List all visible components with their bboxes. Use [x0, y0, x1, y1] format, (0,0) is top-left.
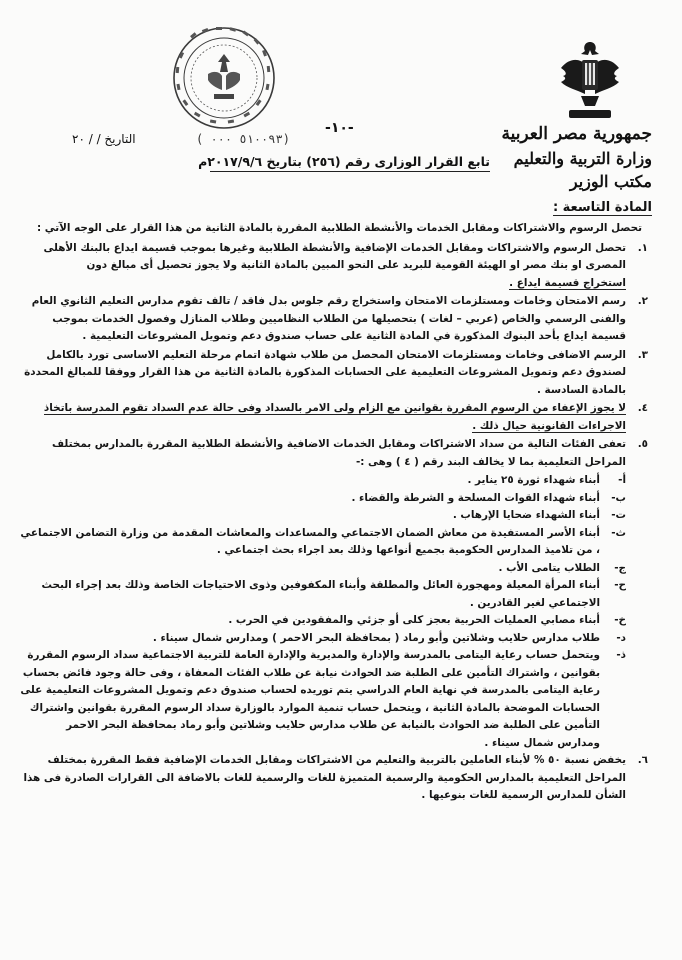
sub-item [20, 472, 626, 490]
item-number: ٣. [637, 348, 648, 361]
sub-item-text: أبناء مصابي العمليات الحربية بعجز كلى أو جزئي والمفقودين في الحرب . [228, 614, 600, 626]
item-text: تحصل الرسوم والاشتراكات ومقابل الخدمات الإضافية والأنشطة الطلابية وغيرها بموجب قسيمة ايداع بالبنك الأهلى المصرى او بنك مصر او الهيئة القومية للبريد على النحو المبين بالمادة الثانية ولا يجوز تحصيل أى مبالغ دون استخراج قسيمة ايداع . [43, 241, 626, 289]
sub-item [20, 490, 626, 508]
sub-item-mark: أ- [618, 474, 626, 486]
sub-item-mark: ث- [611, 526, 626, 539]
sub-item [20, 507, 626, 525]
sub-item-text: الطلاب يتامى الأب . [498, 561, 600, 574]
ministry-name: وزارة التربية والتعليم [513, 149, 652, 168]
item-text-underlined: الاجراءات القانونية حيال ذلك . [472, 419, 626, 432]
item-number: ١. [637, 241, 648, 254]
sub-item-text: طلاب مدارس حلايب وشلاتين وأبو رماد ( بمحافظة البحر الاحمر ) ومدارس شمال سيناء . [152, 631, 600, 644]
item-text: تعفى الفئات التالية من سداد الاشتراكات ومقابل الخدمات الاضافية والأنشطة الطلابية المقررة بالمدارس بمختلف المراحل التعليمية بما لا يخالف البند رقم ( ٤ ) وهى :- [51, 438, 626, 468]
sub-item-mark: ت- [611, 509, 626, 521]
office-name: مكتب الوزير [569, 172, 652, 191]
item-number: ٦. [637, 754, 648, 766]
sub-item-text: أبناء شهداء ثورة ٢٥ يناير . [467, 474, 600, 486]
sub-item-text: أبناء شهداء القوات المسلحة و الشرطة والقضاء . [351, 491, 600, 504]
article-intro: تحصل الرسوم والاشتراكات ومقابل الخدمات والأنشطة الطلابية المقررة بالمادة الثانية من هذا القرار على الوجه الآتي : [36, 222, 642, 234]
sub-item-mark: ذ- [616, 649, 626, 661]
ministry-seal [170, 24, 278, 132]
sub-item [20, 647, 626, 752]
sub-item-mark: ح- [614, 579, 626, 591]
article-heading: المادة التاسعة : [552, 200, 652, 215]
sub-item [20, 525, 626, 560]
sub-item-mark: خ- [614, 614, 626, 626]
sub-item [20, 630, 626, 648]
page-number: -١٠- [325, 120, 354, 136]
date-field: التاريخ / / ٢٠ [72, 132, 136, 146]
sub-item-text: أبناء الأسر المستفيدة من معاش الضمان الاجتماعي والمساعدات والمعاشات المقدمة من وزارة التضامن الاجتماعي ، من تلاميذ المدارس الحكومية بجميع أنواعها وذلك بعد اجراء بحث اجتماعي . [20, 526, 600, 556]
list-item [20, 752, 648, 805]
item-text: الرسم الاضافى وخامات ومستلزمات الامتحان المحصل من طلاب شهادة اتمام مرحلة التعليم الاساسى تورد بالكامل لصندوق دعم وتمويل المشروعات التعليمية على الحسابات المذكورة بالمادة الثانية من هذا القرار ووفقا للمبالغ المحددة بالمادة السادسة . [24, 348, 626, 396]
list-item [20, 436, 648, 471]
sub-item-mark: ج- [614, 561, 626, 574]
item-text-underlined: استخراج قسيمة ايداع . [509, 276, 626, 289]
list-item [20, 240, 648, 293]
sub-item [20, 577, 626, 612]
sub-item [20, 612, 626, 630]
item-text: لا يجوز الإعفاء من الرسوم المقررة بقوانين مع الزام ولى الامر بالسداد وفى حالة عدم السداد تقوم المدرسة باتخاذ الاجراءات القانونية حيال ذلك . [43, 402, 626, 432]
list-item [20, 293, 648, 346]
item-text: يخفض نسبة ٥٠ % لأبناء العاملين بالتربية والتعليم من الاشتراكات ومقابل الخدمات الإضافية فقط المقررة بمختلف المراحل التعليمية بالمدارس الحكومية والرسمية المتميزة للغات والرسمية للغات بالاضافة الى القرارات الصادرة فى هذا الشأن للمدارس الرسمية للغات بنوعيها . [23, 754, 626, 801]
list-item [20, 347, 648, 400]
sub-item-text: ويتحمل حساب رعاية اليتامى بالمدرسة والإدارة والمديرية والإدارة العامة للتربية الاجتماعية سداد الرسوم المقررة بقوانين ، واشتراك التأمين على الطلبة ضد الحوادث نيابة عن طلاب الفئات المعفاة ، وفى حالة وجود فائض بحساب رعاية اليتامى بالمدرسة في نهاية العام الدراسي يتم توريده لحساب صندوق دعم وتمويل المشروعات التعليمية على الحسابات الموضحة بالمادة الثانية ، ويتحمل حساب تنمية الموارد بالوزارة سداد الرسوم المقررة بقوانين واشتراك التأمين على الطلبة ضد الحوادث بالنيابة عن طلاب مدارس حلايب وشلاتين وأبو رماد بمحافظة البحر الاحمر ومدارس شمال سيناء . [20, 649, 600, 749]
egypt-eagle-emblem-icon [555, 38, 625, 124]
sub-item-mark: د- [616, 631, 626, 644]
sub-item-text: أبناء الشهداء ضحايا الإرهاب . [452, 509, 600, 521]
item-number: ٤. [637, 402, 648, 414]
sub-item [20, 560, 626, 578]
sub-item-mark: ب- [611, 491, 626, 504]
item-number: ٢. [637, 295, 648, 307]
sub-item-text: أبناء المرأة المعيلة ومهجورة العائل والمطلقة وأبناء المكفوفين وذوى الاحتياجات الخاصة وذلك بعد إجراء البحث الاجتماعي لغير القادرين . [41, 579, 600, 609]
country-name: جمهورية مصر العربية [501, 124, 652, 144]
handwritten-reference: ( ٥١٠٠٩٣ ٠٠٠) [196, 132, 290, 146]
item-text: رسم الامتحان وخامات ومستلزمات الامتحان واستخراج رقم جلوس بدل فاقد / تالف تقوم مدارس التعليم الثانوي العام والفنى الرسمي والخاص (عربي – لغات ) بتحصيلها من الطلاب النظاميين وطلاب المنازل وفصول الخدمات بموجب قسيمة ايداع بأحد البنوك المذكورة في المادة الثانية على حساب صندوق دعم وتمويل المشروعات التعليمية . [31, 295, 626, 342]
item-number: ٥. [637, 438, 648, 450]
article-body [20, 220, 648, 950]
list-item [20, 400, 648, 435]
decree-title: تابع القرار الوزارى رقم (٢٥٦) بتاريخ ٢٠١٧/٩/٦م [210, 154, 490, 172]
